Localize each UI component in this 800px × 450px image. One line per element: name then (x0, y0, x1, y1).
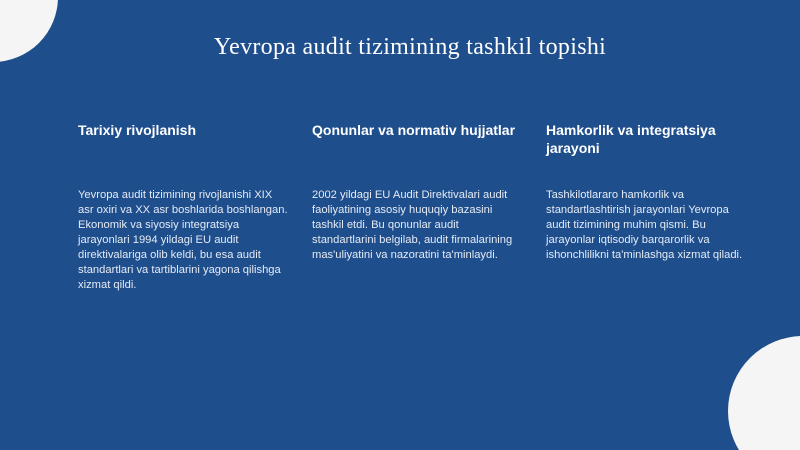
column-qonunlar-va-normativ-hujjatlar (312, 121, 522, 263)
column-heading: Tarixiy rivojlanish (78, 122, 197, 138)
slide-title: Yevropa audit tizimining tashkil topishi (213, 34, 607, 60)
column-tarixiy-rivojlanish (78, 121, 288, 293)
column-body-text: 2002 yildagi EU Audit Direktivalari audit faoliyatining asosiy huquqiy bazasini tashkil etdi. Bu qonunlar audit standartlarini belgilab, audit firmalarining mas'uliyatini va nazoratini ta'minlaydi. (312, 189, 513, 261)
bottom-right-decoration-circle (728, 336, 800, 450)
column-body-text: Yevropa audit tizimining rivojlanishi XIX asr oxiri va XX asr boshlarida boshlangan. Ekonomik va siyosiy integratsiya jarayonlari 1994 yildagi EU audit direktivalariga olib keldi, bu esa audit standartlari va tartiblarini yagona qilishga xizmat qildi. (78, 189, 288, 291)
column-heading: Qonunlar va normativ hujjatlar (312, 122, 516, 138)
column-body-text: Tashkilotlararo hamkorlik va standartlashtirish jarayonlari Yevropa audit tizimining muhim qismi. Bu jarayonlar iqtisodiy barqarorlik va ishonchlilikni ta'minlashga xizmat qiladi. (546, 189, 743, 261)
column-hamkorlik-va-integratsiya (546, 121, 756, 263)
column-heading: Hamkorlik va integratsiya jarayoni (546, 122, 716, 156)
